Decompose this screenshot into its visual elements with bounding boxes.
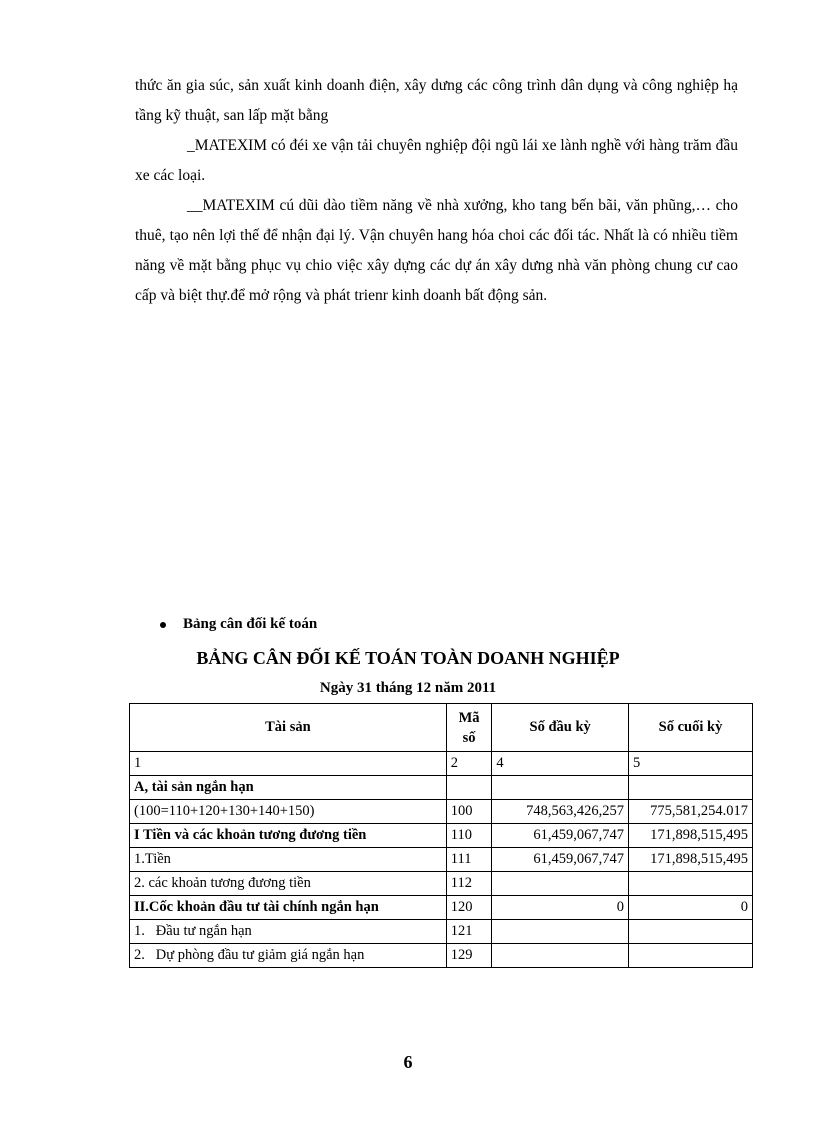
cell-asset: 1.Tiền (130, 848, 447, 872)
cell-asset: II.Cốc khoản đầu tư tài chính ngắn hạn (130, 896, 447, 920)
table-row (130, 800, 753, 824)
cell-start (492, 776, 629, 800)
page-number: 6 (403, 1052, 413, 1072)
paragraph-1: thức ăn gia súc, sản xuất kinh doanh điện, xây dưng các công trình dân dụng và công nghiệp hạ tầng kỹ thuật, san lấp mặt bằng (135, 77, 738, 124)
section-bullet-label: Bảng cân đối kế toán (183, 616, 318, 632)
cell-end: 171,898,515,495 (629, 848, 753, 872)
cell-end (629, 944, 753, 968)
cell-end: 171,898,515,495 (629, 824, 753, 848)
cell-asset: 1. Đầu tư ngắn hạn (130, 920, 447, 944)
header-end: Số cuối kỳ (629, 704, 753, 752)
cell-start: 748,563,426,257 (492, 800, 629, 824)
table-date: Ngày 31 tháng 12 năm 2011 (319, 680, 497, 696)
cell-code: 112 (446, 872, 492, 896)
cell-start (492, 920, 629, 944)
table-row (130, 824, 753, 848)
table-row (130, 944, 753, 968)
cell-start: 0 (492, 896, 629, 920)
cell-asset: A, tài sản ngắn hạn (130, 776, 447, 800)
header-code-line2: số (462, 729, 476, 746)
cell-start (492, 944, 629, 968)
header-asset: Tài sản (130, 704, 447, 752)
cell-code: 129 (446, 944, 492, 968)
cell-start: 61,459,067,747 (492, 848, 629, 872)
cell-asset: 2. Dự phòng đầu tư giảm giá ngắn hạn (130, 944, 447, 968)
cell-asset: I Tiền và các khoản tương đương tiền (130, 824, 447, 848)
paragraph-2: _MATEXIM có đéi xe vận tải chuyên nghiệp đội ngũ lái xe lành nghề với hàng trăm đầu xe các loại. (135, 137, 738, 184)
cell-end: 5 (629, 752, 753, 776)
cell-end: 775,581,254.017 (629, 800, 753, 824)
table-row (130, 848, 753, 872)
cell-code: 110 (446, 824, 492, 848)
cell-code: 120 (446, 896, 492, 920)
cell-end: 0 (629, 896, 753, 920)
table-row (130, 872, 753, 896)
paragraph-3: __MATEXIM cú dũi dào tiềm năng về nhà xưởng, kho tang bến bãi, văn phũng,… cho thuê, tạo nên lợi thế để nhận đại lý. Vận chuyên hang hóa choi các đối tác. Nhất là có nhiều tiềm năng về mặt bằng phục vụ chio việc xây dựng các dự án xây dưng nhà văn phòng chung cư cao cấp và biệt thự.để mở rộng và phát trienr kinh doanh bất động sản. (135, 197, 738, 304)
cell-code: 2 (446, 752, 492, 776)
cell-code: 111 (446, 848, 492, 872)
cell-code: 100 (446, 800, 492, 824)
table-row (130, 896, 753, 920)
cell-code (446, 776, 492, 800)
table-header-row (130, 704, 753, 752)
cell-start (492, 872, 629, 896)
cell-end (629, 776, 753, 800)
table-title: BẢNG CÂN ĐỐI KẾ TOÁN TOÀN DOANH NGHIỆP (196, 648, 620, 668)
cell-end (629, 872, 753, 896)
cell-code: 121 (446, 920, 492, 944)
cell-asset: (100=110+120+130+140+150) (130, 800, 447, 824)
table-row (130, 752, 753, 776)
table-row (130, 776, 753, 800)
balance-sheet-table (129, 703, 753, 968)
cell-asset: 2. các khoản tương đương tiền (130, 872, 447, 896)
cell-asset: 1 (130, 752, 447, 776)
cell-end (629, 920, 753, 944)
table-row (130, 920, 753, 944)
header-code-line1: Mã (458, 709, 480, 726)
header-code (446, 704, 492, 752)
header-start: Số đầu kỳ (492, 704, 629, 752)
cell-start: 61,459,067,747 (492, 824, 629, 848)
bullet-icon (160, 622, 166, 628)
section-bullet (160, 616, 317, 633)
cell-start: 4 (492, 752, 629, 776)
